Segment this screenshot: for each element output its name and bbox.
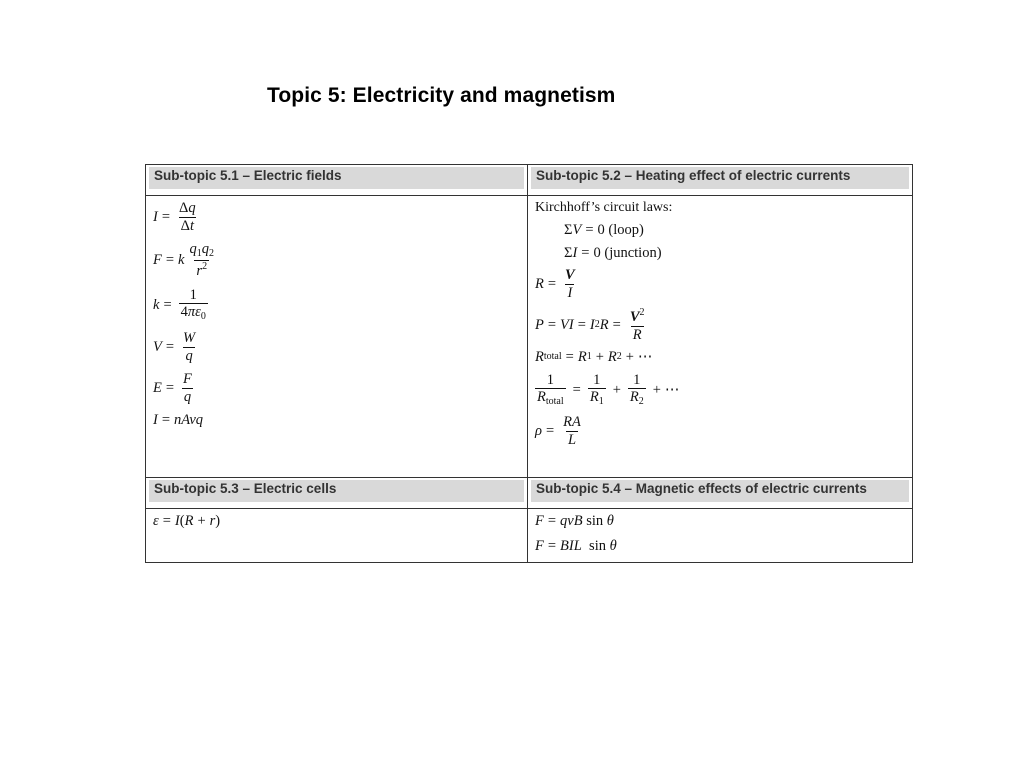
parallel-resistance-equation: $\frac{1}{R_{total}}$ = $\frac{1}{R_1}$ + $\frac{1}{R_2}$ + ⋯ [537, 371, 680, 407]
current-definition-equation: I = $\frac{\Delta q}{\Delta t}$ [153, 200, 196, 234]
kirchhoff-junction-law: Σ I = 0 (junction) [564, 244, 662, 261]
header-cell-5-4 [528, 478, 913, 509]
drift-speed-equation: I = nAvq [153, 412, 204, 428]
coulomb-constant-equation: k = $\frac{1}{4\pi\varepsilon_0}$ [153, 286, 206, 322]
resistance-equation: R = $\frac{V}{I}$ [535, 267, 575, 301]
emf-equation: ε = I ( R + r ) [153, 513, 221, 529]
kirchhoff-loop-law: Σ V = 0 (loop) [564, 222, 644, 238]
force-on-charge-equation: F = qvB sin θ [535, 513, 614, 529]
potential-difference-equation: V = $\frac{W}{q}$ [153, 330, 196, 364]
kirchhoff-label: Kirchhoff’s circuit laws: [535, 200, 673, 215]
subtopic-5-4-heading: Sub-topic 5.4 – Magnetic effects of electric currents [531, 480, 909, 502]
header-cell-5-2 [528, 165, 913, 196]
electric-cells-equations [146, 509, 528, 563]
magnetic-effects-equations [528, 509, 913, 563]
electric-field-strength-equation: E = $\frac{F}{q}$ [153, 371, 192, 405]
resistivity-equation: ρ = $\frac{RA}{L}$ [535, 414, 581, 448]
junction-label: (junction) [604, 244, 662, 261]
coulomb-law-equation: F = k $\frac{q_1q_2}{r^2}$ [153, 241, 214, 279]
power-equation: P = VI = I 2 R = $\frac{V^2}{R}$ [535, 307, 645, 343]
subtopic-5-2-heading: Sub-topic 5.2 – Heating effect of electric currents [531, 167, 909, 189]
force-on-wire-equation: F = BIL sin θ [535, 537, 617, 554]
electric-fields-equations [146, 196, 528, 478]
series-resistance-equation: R total = R 1 + R 2 + ⋯ [535, 349, 653, 365]
page-title: Topic 5: Electricity and magnetism [267, 84, 616, 107]
subtopic-5-1-heading: Sub-topic 5.1 – Electric fields [149, 167, 524, 189]
subtopic-5-3-heading: Sub-topic 5.3 – Electric cells [149, 480, 524, 502]
header-cell-5-1 [146, 165, 528, 196]
heating-effect-equations [528, 196, 913, 478]
equation-table [145, 164, 913, 563]
loop-label: (loop) [608, 222, 644, 238]
header-cell-5-3 [146, 478, 528, 509]
